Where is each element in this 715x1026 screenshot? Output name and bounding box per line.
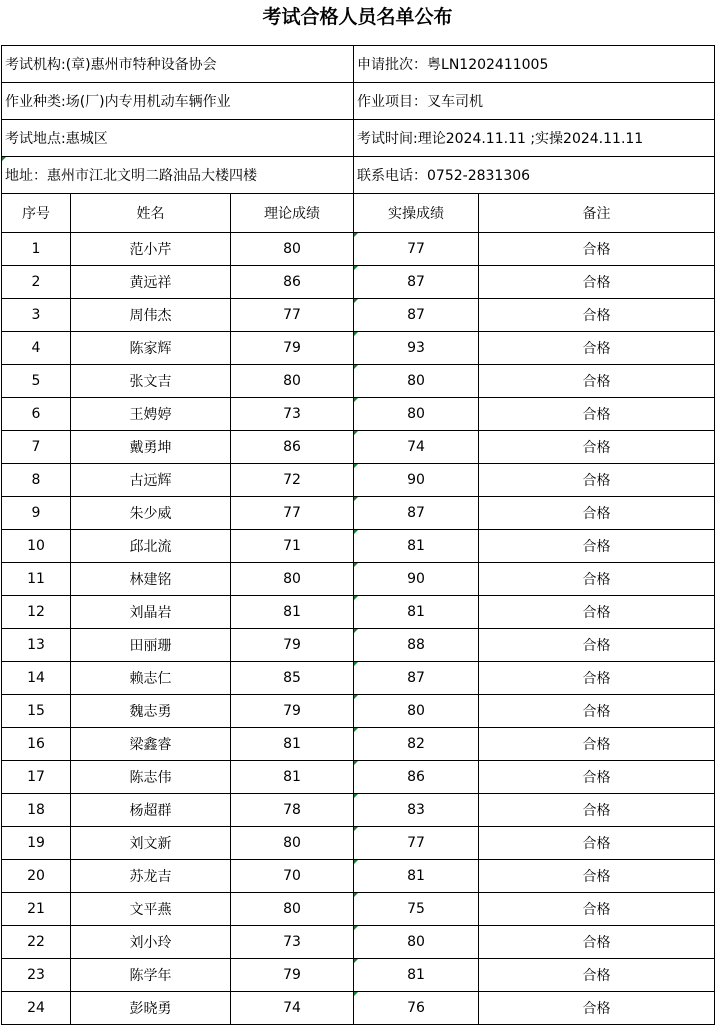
table-row	[2, 596, 715, 629]
column-header-theory: 理论成绩	[231, 194, 354, 233]
row-theory-score: 79	[231, 959, 354, 992]
table-row	[2, 431, 715, 464]
table-row	[2, 992, 715, 1025]
row-name: 林建铭	[71, 563, 231, 596]
row-name: 陈志伟	[71, 761, 231, 794]
info-row	[2, 83, 715, 120]
table-row	[2, 860, 715, 893]
table-row	[2, 464, 715, 497]
work-category: 作业种类:场(厂)内专用机动车辆作业	[2, 83, 354, 120]
row-remark: 合格	[479, 827, 715, 860]
row-theory-score: 81	[231, 596, 354, 629]
row-theory-score: 79	[231, 695, 354, 728]
row-index: 3	[2, 299, 71, 332]
row-index: 10	[2, 530, 71, 563]
row-theory-score: 80	[231, 893, 354, 926]
row-name: 刘晶岩	[71, 596, 231, 629]
row-theory-score: 70	[231, 860, 354, 893]
row-index: 22	[2, 926, 71, 959]
row-remark: 合格	[479, 893, 715, 926]
row-remark: 合格	[479, 497, 715, 530]
row-theory-score: 86	[231, 431, 354, 464]
page-title: 考试合格人员名单公布	[262, 6, 453, 28]
row-practice-score: 75	[354, 893, 479, 926]
row-remark: 合格	[479, 794, 715, 827]
row-name: 陈学年	[71, 959, 231, 992]
row-practice-score: 80	[354, 398, 479, 431]
row-remark: 合格	[479, 299, 715, 332]
address: 地址：惠州市江北文明二路油品大楼四楼	[2, 157, 354, 194]
row-remark: 合格	[479, 365, 715, 398]
table-row	[2, 497, 715, 530]
row-index: 23	[2, 959, 71, 992]
row-remark: 合格	[479, 629, 715, 662]
table-row	[2, 794, 715, 827]
row-index: 6	[2, 398, 71, 431]
row-theory-score: 77	[231, 299, 354, 332]
row-remark: 合格	[479, 695, 715, 728]
row-theory-score: 85	[231, 662, 354, 695]
row-index: 4	[2, 332, 71, 365]
row-name: 刘文新	[71, 827, 231, 860]
exam-org: 考试机构:(章)惠州市特种设备协会	[2, 46, 354, 83]
row-remark: 合格	[479, 728, 715, 761]
row-theory-score: 80	[231, 365, 354, 398]
row-index: 21	[2, 893, 71, 926]
row-theory-score: 79	[231, 332, 354, 365]
row-theory-score: 80	[231, 233, 354, 266]
table-header-row	[2, 194, 715, 233]
row-theory-score: 73	[231, 926, 354, 959]
row-name: 魏志勇	[71, 695, 231, 728]
info-row	[2, 120, 715, 157]
row-theory-score: 80	[231, 563, 354, 596]
row-index: 13	[2, 629, 71, 662]
row-practice-score: 81	[354, 860, 479, 893]
row-practice-score: 90	[354, 464, 479, 497]
row-name: 杨超群	[71, 794, 231, 827]
row-theory-score: 71	[231, 530, 354, 563]
column-header-practice: 实操成绩	[354, 194, 479, 233]
row-practice-score: 90	[354, 563, 479, 596]
work-project: 作业项目：叉车司机	[354, 83, 715, 120]
table-row	[2, 629, 715, 662]
row-index: 1	[2, 233, 71, 266]
row-index: 16	[2, 728, 71, 761]
row-name: 苏龙吉	[71, 860, 231, 893]
row-index: 12	[2, 596, 71, 629]
row-name: 黄远祥	[71, 266, 231, 299]
row-index: 15	[2, 695, 71, 728]
row-name: 古远辉	[71, 464, 231, 497]
exam-time: 考试时间:理论2024.11.11 ;实操2024.11.11	[354, 120, 715, 157]
row-name: 文平燕	[71, 893, 231, 926]
row-index: 9	[2, 497, 71, 530]
row-index: 8	[2, 464, 71, 497]
row-remark: 合格	[479, 761, 715, 794]
row-theory-score: 86	[231, 266, 354, 299]
row-remark: 合格	[479, 596, 715, 629]
row-theory-score: 80	[231, 827, 354, 860]
row-name: 张文吉	[71, 365, 231, 398]
table-row	[2, 563, 715, 596]
row-index: 14	[2, 662, 71, 695]
contact-phone: 联系电话：0752-2831306	[354, 157, 715, 194]
table-row	[2, 761, 715, 794]
table-row	[2, 926, 715, 959]
row-remark: 合格	[479, 662, 715, 695]
table-row	[2, 398, 715, 431]
row-remark: 合格	[479, 266, 715, 299]
row-remark: 合格	[479, 464, 715, 497]
row-remark: 合格	[479, 332, 715, 365]
row-name: 戴勇坤	[71, 431, 231, 464]
row-name: 陈家辉	[71, 332, 231, 365]
row-practice-score: 87	[354, 662, 479, 695]
row-practice-score: 87	[354, 497, 479, 530]
row-index: 20	[2, 860, 71, 893]
row-name: 朱少威	[71, 497, 231, 530]
row-practice-score: 86	[354, 761, 479, 794]
info-row	[2, 157, 715, 194]
row-practice-score: 81	[354, 596, 479, 629]
row-index: 11	[2, 563, 71, 596]
row-practice-score: 87	[354, 266, 479, 299]
row-practice-score: 81	[354, 530, 479, 563]
row-remark: 合格	[479, 926, 715, 959]
row-theory-score: 81	[231, 761, 354, 794]
row-theory-score: 72	[231, 464, 354, 497]
table-row	[2, 365, 715, 398]
row-practice-score: 80	[354, 695, 479, 728]
row-remark: 合格	[479, 563, 715, 596]
row-remark: 合格	[479, 860, 715, 893]
row-practice-score: 77	[354, 827, 479, 860]
application-batch: 申请批次：粤LN1202411005	[354, 46, 715, 83]
results-table	[1, 45, 715, 1025]
column-header-name: 姓名	[71, 194, 231, 233]
row-index: 2	[2, 266, 71, 299]
row-theory-score: 73	[231, 398, 354, 431]
row-name: 范小芹	[71, 233, 231, 266]
row-theory-score: 78	[231, 794, 354, 827]
row-name: 王娉婷	[71, 398, 231, 431]
row-name: 赖志仁	[71, 662, 231, 695]
row-practice-score: 87	[354, 299, 479, 332]
row-theory-score: 81	[231, 728, 354, 761]
row-practice-score: 80	[354, 365, 479, 398]
row-remark: 合格	[479, 992, 715, 1025]
row-index: 17	[2, 761, 71, 794]
row-remark: 合格	[479, 431, 715, 464]
row-index: 7	[2, 431, 71, 464]
table-row	[2, 266, 715, 299]
info-row	[2, 46, 715, 83]
table-row	[2, 695, 715, 728]
row-name: 邱北流	[71, 530, 231, 563]
row-practice-score: 93	[354, 332, 479, 365]
row-theory-score: 79	[231, 629, 354, 662]
table-row	[2, 662, 715, 695]
table-row	[2, 959, 715, 992]
row-remark: 合格	[479, 530, 715, 563]
column-header-index: 序号	[2, 194, 71, 233]
table-row	[2, 893, 715, 926]
row-practice-score: 80	[354, 926, 479, 959]
exam-place: 考试地点:惠城区	[2, 120, 354, 157]
table-row	[2, 332, 715, 365]
table-row	[2, 299, 715, 332]
table-row	[2, 233, 715, 266]
row-practice-score: 74	[354, 431, 479, 464]
row-practice-score: 81	[354, 959, 479, 992]
row-remark: 合格	[479, 398, 715, 431]
row-index: 18	[2, 794, 71, 827]
row-remark: 合格	[479, 959, 715, 992]
row-name: 梁鑫睿	[71, 728, 231, 761]
row-theory-score: 77	[231, 497, 354, 530]
row-theory-score: 74	[231, 992, 354, 1025]
column-header-remark: 备注	[479, 194, 715, 233]
row-name: 田丽珊	[71, 629, 231, 662]
row-name: 彭晓勇	[71, 992, 231, 1025]
row-practice-score: 82	[354, 728, 479, 761]
row-index: 5	[2, 365, 71, 398]
table-row	[2, 530, 715, 563]
row-practice-score: 76	[354, 992, 479, 1025]
row-practice-score: 83	[354, 794, 479, 827]
row-name: 刘小玲	[71, 926, 231, 959]
row-name: 周伟杰	[71, 299, 231, 332]
row-practice-score: 77	[354, 233, 479, 266]
row-index: 19	[2, 827, 71, 860]
row-practice-score: 88	[354, 629, 479, 662]
table-row	[2, 827, 715, 860]
table-row	[2, 728, 715, 761]
row-index: 24	[2, 992, 71, 1025]
row-remark: 合格	[479, 233, 715, 266]
